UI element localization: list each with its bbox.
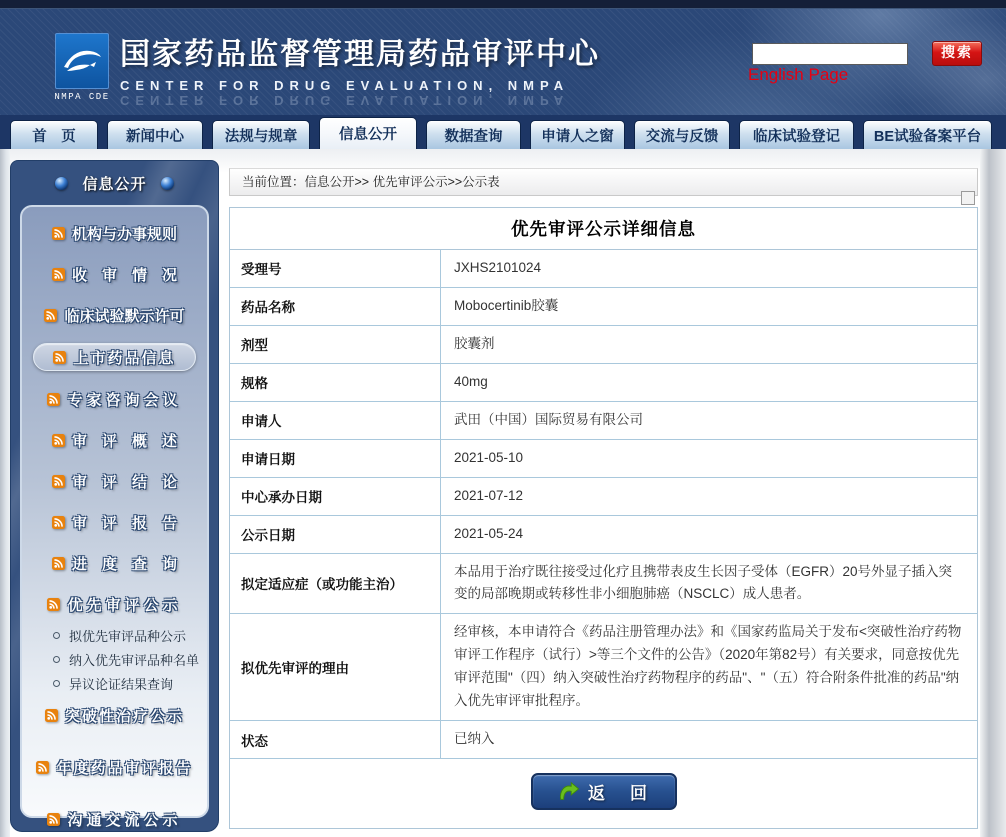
logo-caption: NMPA CDE	[54, 92, 110, 102]
green-return-arrow-icon	[556, 780, 580, 804]
sidebar-item-label: 突破性治疗公示	[64, 707, 184, 725]
fish-swoosh-icon	[60, 41, 104, 81]
row-label-dosage-form: 剂型	[230, 326, 441, 363]
left-page-edge	[0, 149, 10, 837]
top-window-stripe	[0, 0, 1006, 9]
resize-handle	[961, 191, 975, 205]
right-page-edge	[980, 149, 1006, 837]
table-row	[230, 288, 977, 326]
table-row	[230, 326, 977, 364]
back-button-label: 返 回	[588, 784, 651, 804]
table-row	[230, 440, 977, 478]
row-value-acceptance-number: JXHS2101024	[454, 260, 542, 275]
row-label-drug-name: 药品名称	[230, 288, 441, 325]
sidebar-item-label: 年度药品审评报告	[56, 759, 193, 777]
header-search	[752, 41, 982, 66]
sidebar-item-acceptance-review-status[interactable]	[33, 261, 196, 287]
site-title-english: CENTER FOR DRUG EVALUATION, NMPA	[120, 78, 570, 93]
row-label-center-handling-date: 中心承办日期	[230, 478, 441, 515]
sidebar-item-progress-query[interactable]	[33, 550, 196, 576]
rss-icon	[52, 434, 65, 447]
row-value-center-handling-date: 2021-07-12	[454, 487, 524, 503]
button-row	[230, 759, 977, 828]
sidebar-item-communication-publicity[interactable]	[33, 806, 196, 832]
rss-icon	[36, 761, 49, 774]
circle-bullet-icon	[53, 632, 60, 639]
sidebar-item-label: 收 审 情 况	[71, 266, 177, 284]
sidebar-item-label: 临床试验默示许可	[64, 307, 185, 325]
sidebar-subitem-proposed-priority-review[interactable]	[22, 623, 207, 647]
page-body	[0, 149, 1006, 837]
site-header	[0, 9, 1006, 115]
nmpa-cde-logo[interactable]	[54, 33, 110, 102]
sidebar-menu-panel	[20, 205, 209, 829]
rss-icon	[44, 309, 57, 322]
row-value-status: 已纳入	[454, 731, 495, 747]
sidebar-item-priority-review-publicity[interactable]	[33, 591, 196, 617]
tab-data-query[interactable]: 数据查询	[426, 120, 521, 149]
row-value-applicant: 武田（中国）国际贸易有限公司	[454, 411, 643, 427]
rss-icon	[47, 598, 60, 611]
table-row	[230, 364, 977, 402]
tab-applicant-window[interactable]: 申请人之窗	[530, 120, 625, 149]
breadcrumb-text: 当前位置：信息公开>> 优先审评公示>>公示表	[242, 175, 500, 189]
sidebar-item-label: 优先审评公示	[67, 596, 182, 614]
site-title-english-reflection: CENTER FOR DRUG EVALUATION, NMPA	[120, 93, 570, 108]
table-row	[230, 721, 977, 759]
table-row	[230, 516, 977, 554]
sidebar-item-label: 审 评 报 告	[71, 514, 177, 532]
sidebar-item-label: 机构与办事规则	[71, 225, 177, 243]
sidebar-title: 信息公开	[82, 175, 147, 193]
row-value-priority-review-reason: 经审核，本申请符合《药品注册管理办法》和《国家药监局关于发布<突破性治疗药物审评工作程序（试行）>等三个文件的公告》（2020年第82号）有关要求，同意按优先审评范围"（四）纳入突破性治疗药物程序的药品"、"（五）符合附条件批准的药品"纳入优先审评审批程序。	[454, 624, 962, 709]
rss-icon	[52, 516, 65, 529]
row-value-specification: 40mg	[454, 373, 488, 389]
sidebar-subitem-label: 纳入优先审评品种名单	[69, 652, 200, 668]
table-row	[230, 250, 977, 288]
rss-icon	[52, 268, 65, 281]
sidebar-item-expert-advisory-meeting[interactable]	[33, 386, 196, 412]
sidebar-item-marketed-drug-info[interactable]	[33, 343, 196, 371]
logo-square	[55, 33, 109, 89]
tab-home[interactable]: 首 页	[10, 120, 98, 149]
sidebar-item-clinical-trial-implied-license[interactable]	[33, 302, 196, 328]
sidebar-item-organization-rules[interactable]	[33, 220, 196, 246]
rss-icon	[45, 709, 58, 722]
circle-bullet-icon	[53, 680, 60, 687]
sidebar-subitem-label: 拟优先审评品种公示	[69, 628, 187, 644]
tab-communication-feedback[interactable]: 交流与反馈	[634, 120, 730, 149]
row-label-publicity-date: 公示日期	[230, 516, 441, 553]
tab-information-disclosure[interactable]: 信息公开	[319, 117, 417, 149]
priority-review-sub-list	[22, 623, 207, 695]
sidebar-item-label: 上市药品信息	[73, 349, 176, 367]
main-content	[229, 168, 978, 829]
sidebar-item-label: 沟通交流公示	[67, 811, 182, 829]
main-navbar	[0, 115, 1006, 149]
row-value-proposed-indication: 本品用于治疗既往接受过化疗且携带表皮生长因子受体（EGFR）20号外显子插入突变的局部晚期或转移性非小细胞肺癌（NSCLC）成人患者。	[454, 563, 953, 602]
table-row	[230, 554, 977, 615]
search-input[interactable]	[752, 43, 908, 65]
sidebar-item-annual-drug-review-report[interactable]	[33, 754, 196, 780]
sidebar-subitem-objection-result-query[interactable]	[22, 671, 207, 695]
sidebar-item-review-overview[interactable]	[33, 427, 196, 453]
sidebar-item-label: 审 评 结 论	[71, 473, 177, 491]
row-value-application-date: 2021-05-10	[454, 449, 524, 465]
tab-clinical-trial-registration[interactable]: 临床试验登记	[739, 120, 854, 149]
breadcrumb	[229, 168, 978, 196]
sidebar-subitem-included-priority-review-list[interactable]	[22, 647, 207, 671]
sidebar-header	[11, 161, 218, 205]
sidebar-item-breakthrough-therapy-publicity[interactable]	[33, 702, 196, 728]
table-row	[230, 614, 977, 721]
row-label-specification: 规格	[230, 364, 441, 401]
sidebar-item-label: 进 度 查 询	[71, 555, 177, 573]
row-label-acceptance-number: 受理号	[230, 250, 441, 287]
table-row	[230, 478, 977, 516]
back-button[interactable]	[531, 773, 677, 810]
row-label-application-date: 申请日期	[230, 440, 441, 477]
rss-icon	[47, 813, 60, 826]
search-button[interactable]: 搜索	[932, 41, 982, 66]
sidebar-item-review-report[interactable]	[33, 509, 196, 535]
sidebar-item-review-conclusion[interactable]	[33, 468, 196, 494]
site-titles	[120, 29, 600, 108]
sidebar-item-label: 审 评 概 述	[71, 432, 177, 450]
sphere-icon	[161, 177, 174, 190]
tab-news-center[interactable]: 新闻中心	[107, 120, 203, 149]
row-label-proposed-indication: 拟定适应症（或功能主治）	[230, 554, 441, 614]
sphere-icon	[55, 177, 68, 190]
sidebar-subitem-label: 异议论证结果查询	[69, 676, 174, 692]
rss-icon	[47, 393, 60, 406]
rss-icon	[52, 475, 65, 488]
row-label-applicant: 申请人	[230, 402, 441, 439]
rss-icon	[52, 557, 65, 570]
row-label-priority-review-reason: 拟优先审评的理由	[230, 614, 441, 720]
circle-bullet-icon	[53, 656, 60, 663]
priority-review-detail-box	[229, 207, 978, 829]
row-value-drug-name: Mobocertinib胶囊	[454, 297, 559, 313]
rss-icon	[52, 227, 65, 240]
sidebar-information-disclosure	[10, 160, 219, 832]
sidebar-item-label: 专家咨询会议	[67, 391, 182, 409]
table-row	[230, 402, 977, 440]
row-value-dosage-form: 胶囊剂	[454, 335, 495, 351]
tab-be-trial-platform[interactable]: BE试验备案平台	[863, 120, 992, 149]
site-title-chinese: 国家药品监督管理局药品审评中心	[120, 38, 600, 71]
row-value-publicity-date: 2021-05-24	[454, 525, 524, 541]
english-page-link[interactable]: English Page	[748, 65, 849, 84]
row-label-status: 状态	[230, 721, 441, 758]
tab-regulations[interactable]: 法规与规章	[212, 120, 310, 149]
rss-icon	[53, 351, 66, 364]
page-title: 优先审评公示详细信息	[230, 208, 977, 250]
